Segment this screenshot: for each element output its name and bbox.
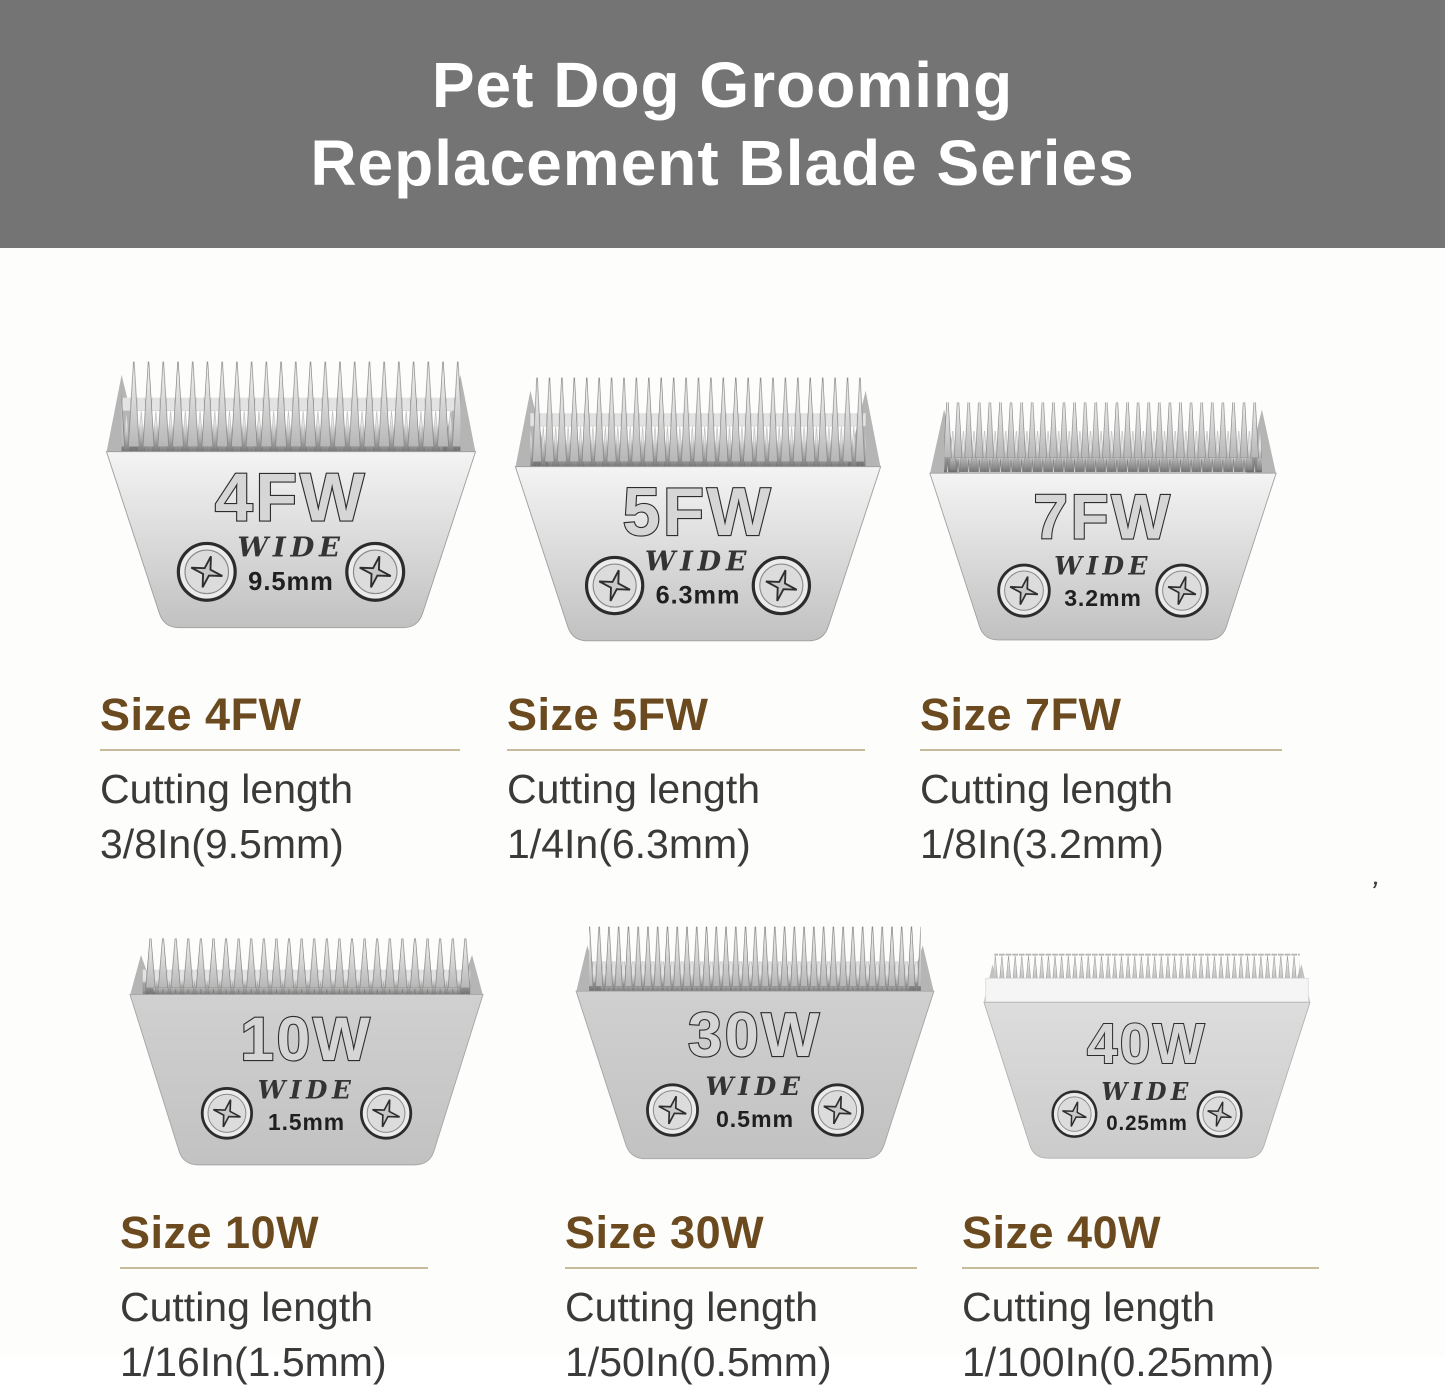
- caption-divider: [920, 749, 1282, 751]
- cutting-length-value: 3/8In(9.5mm): [100, 820, 344, 867]
- blade-engraving-mm: 0.5mm: [716, 1105, 794, 1132]
- blade-engraving-size: 7FW: [1033, 482, 1173, 553]
- cutting-length-value: 1/4In(6.3mm): [507, 820, 751, 867]
- stray-mark: ’: [1366, 875, 1381, 910]
- blade-photo-4fw: [97, 356, 485, 640]
- caption-block-10w: [120, 1209, 428, 1384]
- caption-divider: [962, 1267, 1319, 1269]
- blade-engraving-wide: WIDE: [1101, 1077, 1193, 1107]
- screw-icon: [647, 1085, 697, 1136]
- blade-front-teeth: [530, 378, 865, 468]
- cutting-length-label: Cutting length: [507, 766, 761, 813]
- size-heading: Size 10W: [120, 1207, 320, 1258]
- blade-photo-7fw: [921, 388, 1285, 648]
- blade-engraving-size: 10W: [240, 1004, 373, 1073]
- caption-block-30w: [565, 1209, 917, 1384]
- size-heading: Size 30W: [565, 1207, 765, 1258]
- caption-block-7fw: [920, 691, 1282, 866]
- blade-front-teeth: [122, 362, 461, 453]
- cutting-length-label: Cutting length: [962, 1284, 1216, 1331]
- blade-front-teeth: [143, 938, 470, 995]
- screw-icon: [361, 1088, 410, 1138]
- blade-engraving-wide: WIDE: [1054, 551, 1152, 581]
- caption-block-5fw: [507, 691, 865, 866]
- blade-engraving-mm: 3.2mm: [1064, 584, 1142, 611]
- blade-engraving-size: 5FW: [622, 474, 774, 550]
- cutting-length-value: 1/100In(0.25mm): [962, 1338, 1275, 1385]
- caption-divider: [507, 749, 865, 751]
- blade-engraving-mm: 9.5mm: [248, 567, 334, 596]
- blade-engraving-wide: WIDE: [644, 545, 752, 578]
- blade-front-teeth: [944, 402, 1262, 472]
- size-heading: Size 40W: [962, 1207, 1162, 1258]
- blade-engraving-mm: 0.25mm: [1106, 1111, 1188, 1136]
- blade-engraving-size: 4FW: [214, 459, 368, 536]
- size-heading: Size 7FW: [920, 689, 1122, 740]
- screw-icon: [1053, 1092, 1097, 1137]
- blade-engraving-size: 40W: [1087, 1012, 1207, 1076]
- blade-top-band: [986, 978, 1309, 1003]
- size-heading: Size 5FW: [507, 689, 709, 740]
- caption-divider: [100, 749, 460, 751]
- blade-photo-40w: [972, 929, 1322, 1167]
- screw-icon: [753, 557, 809, 613]
- caption-divider: [565, 1267, 917, 1269]
- size-heading: Size 4FW: [100, 689, 302, 740]
- blade-engraving-wide: WIDE: [237, 531, 345, 564]
- screw-icon: [999, 565, 1050, 616]
- header-title-line2: Replacement Blade Series: [310, 127, 1135, 199]
- screw-icon: [1198, 1092, 1242, 1137]
- cutting-length-value: 1/16In(1.5mm): [120, 1338, 387, 1385]
- blade-front-teeth: [589, 927, 921, 993]
- blade-engraving-mm: 6.3mm: [655, 581, 741, 610]
- caption-block-40w: [962, 1209, 1319, 1384]
- caption-divider: [120, 1267, 428, 1269]
- blade-photo-30w: [565, 921, 945, 1169]
- screw-icon: [812, 1085, 862, 1136]
- cutting-length-value: 1/8In(3.2mm): [920, 820, 1164, 867]
- cutting-length-label: Cutting length: [565, 1284, 819, 1331]
- caption-block-4fw: [100, 691, 460, 866]
- blade-photo-5fw: [506, 372, 890, 653]
- cutting-length-value: 1/50In(0.5mm): [565, 1338, 832, 1385]
- blade-front-teeth: [994, 954, 1300, 980]
- screw-icon: [178, 543, 235, 600]
- screw-icon: [1157, 565, 1208, 616]
- blade-engraving-wide: WIDE: [257, 1075, 356, 1105]
- screw-icon: [202, 1088, 251, 1138]
- blade-engraving-size: 30W: [687, 1000, 823, 1070]
- cutting-length-label: Cutting length: [920, 766, 1174, 813]
- blade-engraving-wide: WIDE: [705, 1070, 805, 1102]
- header-title-line1: Pet Dog Grooming: [431, 48, 1014, 121]
- blade-engraving-mm: 1.5mm: [267, 1108, 346, 1135]
- screw-icon: [347, 543, 404, 600]
- cutting-length-label: Cutting length: [120, 1284, 374, 1331]
- cutting-length-label: Cutting length: [100, 766, 354, 813]
- screw-icon: [587, 557, 643, 613]
- blade-photo-10w: [119, 931, 494, 1175]
- header-banner: [0, 0, 1445, 248]
